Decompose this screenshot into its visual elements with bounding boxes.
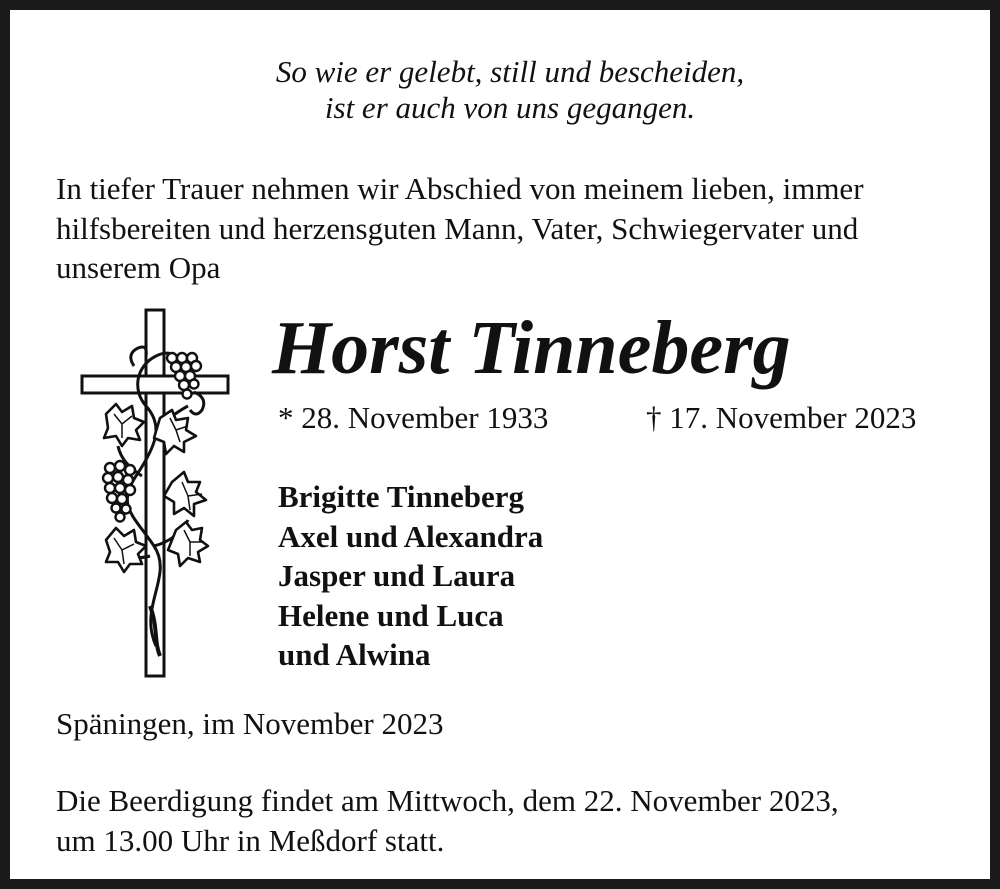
mourner-line: Axel und Alexandra	[278, 518, 544, 554]
mourner-line: Jasper und Laura	[278, 558, 516, 593]
funeral-info	[56, 781, 986, 861]
intro-line-2: hilfsbereiten und herzensguten Mann, Vater, Schwiegervater und	[56, 211, 859, 246]
mourner-line: Brigitte Tinneberg	[278, 479, 524, 514]
deceased-name: Horst Tinneberg	[272, 306, 791, 390]
intro-line-1: In tiefer Trauer nehmen wir Abschied von meinem lieben, immer	[56, 171, 864, 206]
motto-line-1: So wie er gelebt, still und bescheiden,	[275, 54, 745, 89]
mourner-line: Helene und Luca	[278, 597, 504, 633]
place-and-date: Späningen, im November 2023	[56, 706, 444, 741]
funeral-line-1: Die Beerdigung findet am Mittwoch, dem 22. November 2023,	[56, 783, 839, 818]
motto-line-2: ist er auch von uns gegangen.	[324, 90, 696, 125]
mourners-list	[278, 477, 543, 675]
cross-with-grapevine-icon	[76, 306, 236, 685]
birth-date: * 28. November 1933	[278, 400, 549, 435]
funeral-line-2: um 13.00 Uhr in Meßdorf statt.	[56, 823, 445, 858]
intro-line-3: unserem Opa	[56, 250, 221, 285]
death-date: † 17. November 2023	[646, 400, 917, 435]
mourner-line: und Alwina	[278, 637, 431, 672]
